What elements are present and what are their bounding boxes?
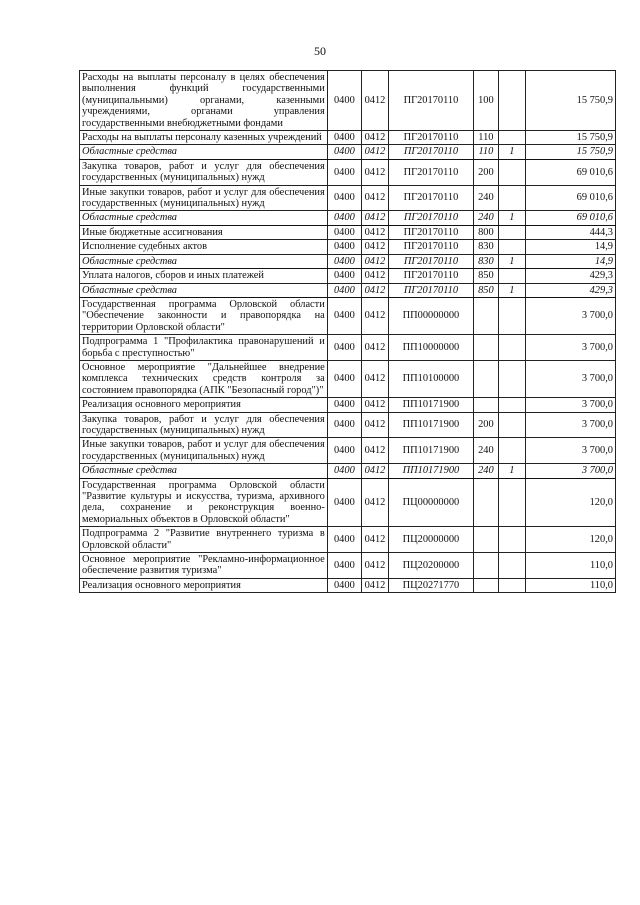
table-row xyxy=(80,131,616,145)
row-expense-type: 240 xyxy=(473,185,498,211)
row-target-article: ПГ20170110 xyxy=(388,71,473,131)
row-expense-type: 800 xyxy=(473,225,498,239)
row-target-article: ПП10100000 xyxy=(388,360,473,397)
row-target-article: ПГ20170110 xyxy=(388,159,473,185)
row-section-code: 0400 xyxy=(327,527,361,553)
row-name: Реализация основного мероприятия xyxy=(80,398,328,412)
row-name: Государственная программа Орловской области "Обеспечение законности и правопорядка на территории Орловской области" xyxy=(80,297,328,334)
table-row xyxy=(80,360,616,397)
row-section-code: 0400 xyxy=(327,478,361,527)
row-expense-type: 200 xyxy=(473,412,498,438)
row-name: Областные средства xyxy=(80,145,328,159)
table-row xyxy=(80,335,616,361)
row-name: Основное мероприятие "Рекламно-информационное обеспечение развития туризма" xyxy=(80,553,328,579)
table-row xyxy=(80,478,616,527)
table-row xyxy=(80,185,616,211)
row-expense-type: 200 xyxy=(473,159,498,185)
row-amount: 15 750,9 xyxy=(525,131,615,145)
row-section-code: 0400 xyxy=(327,360,361,397)
table-row xyxy=(80,438,616,464)
row-subsection-code: 0412 xyxy=(361,527,388,553)
row-funding-source xyxy=(498,225,525,239)
row-funding-source xyxy=(498,412,525,438)
row-funding-source xyxy=(498,185,525,211)
row-amount: 3 700,0 xyxy=(525,412,615,438)
row-name: Иные закупки товаров, работ и услуг для обеспечения государственных (муниципальных) нужд xyxy=(80,185,328,211)
row-expense-type: 240 xyxy=(473,464,498,478)
row-subsection-code: 0412 xyxy=(361,254,388,268)
row-expense-type: 110 xyxy=(473,145,498,159)
row-amount: 3 700,0 xyxy=(525,360,615,397)
table-row xyxy=(80,145,616,159)
row-funding-source xyxy=(498,478,525,527)
row-section-code: 0400 xyxy=(327,185,361,211)
row-subsection-code: 0412 xyxy=(361,578,388,592)
row-section-code: 0400 xyxy=(327,240,361,254)
row-subsection-code: 0412 xyxy=(361,412,388,438)
row-section-code: 0400 xyxy=(327,145,361,159)
row-section-code: 0400 xyxy=(327,269,361,283)
row-target-article: ПЦ00000000 xyxy=(388,478,473,527)
row-section-code: 0400 xyxy=(327,412,361,438)
row-target-article: ПЦ20000000 xyxy=(388,527,473,553)
row-target-article: ПП10171900 xyxy=(388,438,473,464)
row-target-article: ПП10171900 xyxy=(388,464,473,478)
row-section-code: 0400 xyxy=(327,254,361,268)
row-expense-type xyxy=(473,360,498,397)
table-row xyxy=(80,159,616,185)
row-target-article: ПГ20170110 xyxy=(388,269,473,283)
budget-table xyxy=(79,70,616,593)
table-row xyxy=(80,527,616,553)
row-funding-source: 1 xyxy=(498,283,525,297)
row-expense-type: 850 xyxy=(473,283,498,297)
table-row xyxy=(80,269,616,283)
row-target-article: ПГ20170110 xyxy=(388,211,473,225)
table-row xyxy=(80,240,616,254)
row-subsection-code: 0412 xyxy=(361,145,388,159)
row-target-article: ПП10000000 xyxy=(388,335,473,361)
row-name: Основное мероприятие "Дальнейшее внедрение комплекса технических средств контроля за состоянием правопорядка (АПК "Безопасный город")" xyxy=(80,360,328,397)
row-funding-source xyxy=(498,335,525,361)
row-amount: 3 700,0 xyxy=(525,297,615,334)
budget-table-body xyxy=(80,71,616,593)
row-amount: 3 700,0 xyxy=(525,398,615,412)
row-section-code: 0400 xyxy=(327,438,361,464)
row-funding-source xyxy=(498,578,525,592)
row-name: Подпрограмма 2 "Развитие внутреннего туризма в Орловской области" xyxy=(80,527,328,553)
table-row xyxy=(80,297,616,334)
row-funding-source xyxy=(498,240,525,254)
row-section-code: 0400 xyxy=(327,553,361,579)
row-subsection-code: 0412 xyxy=(361,211,388,225)
table-row xyxy=(80,578,616,592)
row-target-article: ПГ20170110 xyxy=(388,145,473,159)
row-expense-type: 830 xyxy=(473,254,498,268)
row-name: Иные бюджетные ассигнования xyxy=(80,225,328,239)
row-amount: 69 010,6 xyxy=(525,211,615,225)
row-name: Областные средства xyxy=(80,211,328,225)
row-subsection-code: 0412 xyxy=(361,398,388,412)
row-funding-source xyxy=(498,553,525,579)
row-funding-source: 1 xyxy=(498,145,525,159)
row-target-article: ПГ20170110 xyxy=(388,254,473,268)
row-funding-source: 1 xyxy=(498,254,525,268)
row-expense-type xyxy=(473,578,498,592)
row-name: Подпрограмма 1 "Профилактика правонарушений и борьба с преступностью" xyxy=(80,335,328,361)
row-name: Расходы на выплаты персоналу казенных учреждений xyxy=(80,131,328,145)
table-row xyxy=(80,398,616,412)
row-section-code: 0400 xyxy=(327,225,361,239)
row-target-article: ПЦ20200000 xyxy=(388,553,473,579)
row-subsection-code: 0412 xyxy=(361,240,388,254)
row-name: Реализация основного мероприятия xyxy=(80,578,328,592)
row-expense-type: 240 xyxy=(473,438,498,464)
row-subsection-code: 0412 xyxy=(361,478,388,527)
row-amount: 110,0 xyxy=(525,553,615,579)
row-target-article: ПП10171900 xyxy=(388,412,473,438)
row-funding-source xyxy=(498,269,525,283)
row-amount: 429,3 xyxy=(525,283,615,297)
row-expense-type xyxy=(473,478,498,527)
row-expense-type: 850 xyxy=(473,269,498,283)
row-amount: 444,3 xyxy=(525,225,615,239)
table-row xyxy=(80,71,616,131)
row-amount: 69 010,6 xyxy=(525,159,615,185)
row-expense-type xyxy=(473,553,498,579)
row-section-code: 0400 xyxy=(327,283,361,297)
row-target-article: ПГ20170110 xyxy=(388,131,473,145)
row-name: Иные закупки товаров, работ и услуг для обеспечения государственных (муниципальных) нужд xyxy=(80,438,328,464)
row-target-article: ПП00000000 xyxy=(388,297,473,334)
row-funding-source xyxy=(498,71,525,131)
table-row xyxy=(80,254,616,268)
row-funding-source xyxy=(498,360,525,397)
row-section-code: 0400 xyxy=(327,335,361,361)
page-number: 50 xyxy=(314,44,326,58)
row-amount: 120,0 xyxy=(525,527,615,553)
row-name: Закупка товаров, работ и услуг для обеспечения государственных (муниципальных) нужд xyxy=(80,412,328,438)
row-expense-type: 110 xyxy=(473,131,498,145)
row-section-code: 0400 xyxy=(327,398,361,412)
row-funding-source xyxy=(498,131,525,145)
table-row xyxy=(80,283,616,297)
row-amount: 120,0 xyxy=(525,478,615,527)
row-name: Исполнение судебных актов xyxy=(80,240,328,254)
row-target-article: ПЦ20271770 xyxy=(388,578,473,592)
row-name: Закупка товаров, работ и услуг для обеспечения государственных (муниципальных) нужд xyxy=(80,159,328,185)
row-funding-source xyxy=(498,398,525,412)
row-subsection-code: 0412 xyxy=(361,131,388,145)
row-amount: 14,9 xyxy=(525,240,615,254)
row-subsection-code: 0412 xyxy=(361,335,388,361)
row-section-code: 0400 xyxy=(327,211,361,225)
row-target-article: ПП10171900 xyxy=(388,398,473,412)
table-row xyxy=(80,412,616,438)
row-expense-type xyxy=(473,297,498,334)
row-expense-type xyxy=(473,335,498,361)
row-amount: 3 700,0 xyxy=(525,438,615,464)
row-funding-source xyxy=(498,438,525,464)
table-row xyxy=(80,225,616,239)
row-expense-type: 100 xyxy=(473,71,498,131)
row-amount: 429,3 xyxy=(525,269,615,283)
row-section-code: 0400 xyxy=(327,297,361,334)
row-subsection-code: 0412 xyxy=(361,71,388,131)
row-funding-source xyxy=(498,159,525,185)
row-expense-type: 240 xyxy=(473,211,498,225)
row-funding-source: 1 xyxy=(498,464,525,478)
row-name: Расходы на выплаты персоналу в целях обеспечения выполнения функций государственными (муниципальными) органами, казенными учреждениями, органами управления государственными внебюджетными фондами xyxy=(80,71,328,131)
table-row xyxy=(80,211,616,225)
row-amount: 15 750,9 xyxy=(525,145,615,159)
row-amount: 14,9 xyxy=(525,254,615,268)
row-target-article: ПГ20170110 xyxy=(388,185,473,211)
row-subsection-code: 0412 xyxy=(361,269,388,283)
row-section-code: 0400 xyxy=(327,159,361,185)
row-subsection-code: 0412 xyxy=(361,283,388,297)
row-name: Государственная программа Орловской области "Развитие культуры и искусства, туризма, архивного дела, сохранение и реконструкция военно-мемориальных объектов в Орловской области" xyxy=(80,478,328,527)
table-row xyxy=(80,553,616,579)
row-amount: 3 700,0 xyxy=(525,335,615,361)
row-name: Областные средства xyxy=(80,254,328,268)
row-funding-source: 1 xyxy=(498,211,525,225)
row-amount: 69 010,6 xyxy=(525,185,615,211)
row-section-code: 0400 xyxy=(327,464,361,478)
row-amount: 110,0 xyxy=(525,578,615,592)
row-funding-source xyxy=(498,297,525,334)
row-subsection-code: 0412 xyxy=(361,438,388,464)
row-expense-type xyxy=(473,398,498,412)
table-row xyxy=(80,464,616,478)
row-amount: 15 750,9 xyxy=(525,71,615,131)
row-section-code: 0400 xyxy=(327,131,361,145)
row-target-article: ПГ20170110 xyxy=(388,225,473,239)
row-expense-type xyxy=(473,527,498,553)
row-expense-type: 830 xyxy=(473,240,498,254)
row-subsection-code: 0412 xyxy=(361,553,388,579)
row-name: Уплата налогов, сборов и иных платежей xyxy=(80,269,328,283)
row-subsection-code: 0412 xyxy=(361,360,388,397)
row-subsection-code: 0412 xyxy=(361,464,388,478)
row-section-code: 0400 xyxy=(327,578,361,592)
row-subsection-code: 0412 xyxy=(361,297,388,334)
row-subsection-code: 0412 xyxy=(361,185,388,211)
row-subsection-code: 0412 xyxy=(361,225,388,239)
row-funding-source xyxy=(498,527,525,553)
row-target-article: ПГ20170110 xyxy=(388,240,473,254)
row-subsection-code: 0412 xyxy=(361,159,388,185)
row-amount: 3 700,0 xyxy=(525,464,615,478)
row-name: Областные средства xyxy=(80,464,328,478)
row-section-code: 0400 xyxy=(327,71,361,131)
row-target-article: ПГ20170110 xyxy=(388,283,473,297)
row-name: Областные средства xyxy=(80,283,328,297)
